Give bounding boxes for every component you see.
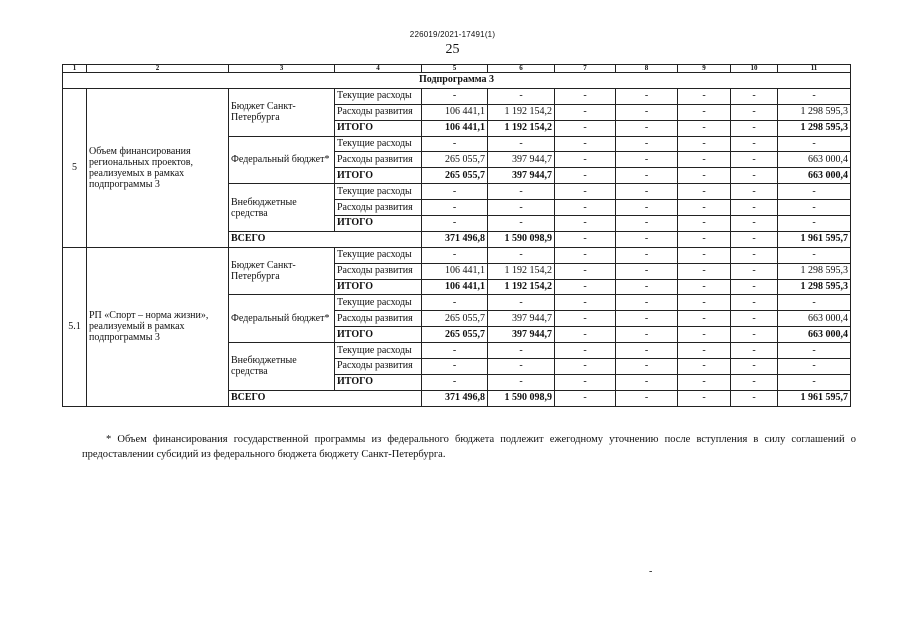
column-header: 2 [87,65,229,73]
cell: - [422,136,488,152]
cell: 1 298 595,3 [778,120,851,136]
cell: 371 496,8 [422,390,488,406]
column-header: 7 [555,65,616,73]
footnote: * Объем финансирования государственной программы из федерального бюджета подлежит ежегодному уточнению после вступления в силу соглашений о предоставлении субсидий из федерального бюджета бюджету Санкт-Петербурга. [82,434,856,460]
cell: - [778,247,851,263]
cell: - [422,343,488,359]
row-name: РП «Спорт – норма жизни», реализуемый в рамках подпрограммы 3 [87,247,229,406]
stray-mark: - [649,566,653,577]
cell: - [616,231,678,247]
source-extra: Внебюджетные средства [229,184,335,232]
column-header: 9 [678,65,731,73]
cell: - [678,247,731,263]
cell: - [555,311,616,327]
cell: - [678,88,731,104]
cell: 1 298 595,3 [778,263,851,279]
cell: - [555,279,616,295]
cell: - [731,216,778,232]
cell: - [616,120,678,136]
cell: - [422,200,488,216]
row-type-current: Текущие расходы [335,184,422,200]
cell: 265 055,7 [422,168,488,184]
cell: - [778,88,851,104]
cell: - [678,327,731,343]
cell: - [731,279,778,295]
column-number-row [63,65,851,73]
cell: 663 000,4 [778,327,851,343]
cell: - [422,88,488,104]
cell: - [678,120,731,136]
cell: - [731,104,778,120]
cell: - [778,184,851,200]
cell: - [616,247,678,263]
source-extra: Внебюджетные средства [229,343,335,391]
cell: - [422,359,488,375]
cell: - [731,184,778,200]
subprogram-title: Подпрограмма 3 [63,73,851,89]
cell: 265 055,7 [422,327,488,343]
source-spb: Бюджет Санкт-Петербурга [229,247,335,295]
column-header: 4 [335,65,422,73]
cell: - [778,359,851,375]
cell: - [616,374,678,390]
cell: 265 055,7 [422,311,488,327]
cell: 106 441,1 [422,279,488,295]
table-row [63,247,851,263]
row-type-current: Текущие расходы [335,136,422,152]
cell: - [616,184,678,200]
cell: 1 590 098,9 [488,231,555,247]
subprogram-row [63,73,851,89]
cell: 397 944,7 [488,168,555,184]
cell: - [616,263,678,279]
cell: - [555,184,616,200]
cell: - [731,295,778,311]
row-type-development: Расходы развития [335,311,422,327]
cell: 1 192 154,2 [488,120,555,136]
cell: - [555,231,616,247]
page-number: 25 [445,42,460,57]
cell: - [616,136,678,152]
cell: - [555,263,616,279]
source-federal: Федеральный бюджет* [229,295,335,343]
cell: - [488,200,555,216]
cell: - [422,216,488,232]
cell: - [678,136,731,152]
cell: - [555,152,616,168]
cell: - [678,216,731,232]
cell: - [488,216,555,232]
cell: - [555,88,616,104]
cell: - [616,295,678,311]
row-type-total: ИТОГО [335,374,422,390]
cell: - [555,359,616,375]
cell: 663 000,4 [778,168,851,184]
cell: - [555,168,616,184]
cell: - [555,390,616,406]
row-type-grand-total: ВСЕГО [229,390,422,406]
column-header: 8 [616,65,678,73]
row-type-current: Текущие расходы [335,343,422,359]
cell: - [616,104,678,120]
row-type-current: Текущие расходы [335,247,422,263]
cell: - [488,374,555,390]
cell: - [488,136,555,152]
cell: - [678,279,731,295]
cell: - [778,374,851,390]
cell: - [488,359,555,375]
cell: - [616,168,678,184]
cell: - [555,136,616,152]
cell: - [678,231,731,247]
cell: - [778,200,851,216]
cell: - [555,216,616,232]
cell: - [731,374,778,390]
cell: - [616,390,678,406]
column-header: 11 [778,65,851,73]
table-row [63,88,851,104]
cell: - [422,295,488,311]
cell: - [616,359,678,375]
cell: - [555,120,616,136]
cell: - [731,390,778,406]
cell: 663 000,4 [778,311,851,327]
cell: - [678,104,731,120]
source-federal: Федеральный бюджет* [229,136,335,184]
cell: - [731,247,778,263]
column-header: 1 [63,65,87,73]
cell: 106 441,1 [422,263,488,279]
cell: 397 944,7 [488,311,555,327]
cell: - [731,327,778,343]
cell: - [678,374,731,390]
source-spb: Бюджет Санкт-Петербурга [229,88,335,136]
row-type-development: Расходы развития [335,359,422,375]
cell: - [555,200,616,216]
cell: - [678,343,731,359]
cell: 1 192 154,2 [488,279,555,295]
row-type-development: Расходы развития [335,263,422,279]
cell: 1 192 154,2 [488,263,555,279]
row-type-current: Текущие расходы [335,88,422,104]
cell: - [678,184,731,200]
cell: - [731,200,778,216]
cell: - [731,152,778,168]
cell: - [555,104,616,120]
cell: - [731,311,778,327]
cell: - [488,88,555,104]
cell: - [555,247,616,263]
cell: - [678,295,731,311]
cell: - [616,327,678,343]
cell: - [678,168,731,184]
cell: - [678,359,731,375]
column-header: 6 [488,65,555,73]
cell: - [616,279,678,295]
cell: - [731,359,778,375]
cell: - [555,343,616,359]
cell: 1 298 595,3 [778,104,851,120]
cell: - [422,184,488,200]
cell: 106 441,1 [422,120,488,136]
cell: - [678,200,731,216]
cell: - [678,152,731,168]
cell: 1 590 098,9 [488,390,555,406]
cell: - [422,247,488,263]
cell: - [778,343,851,359]
cell: - [731,231,778,247]
financing-table [62,64,851,407]
cell: 1 192 154,2 [488,104,555,120]
row-type-development: Расходы развития [335,152,422,168]
cell: - [731,136,778,152]
cell: 397 944,7 [488,327,555,343]
row-number: 5.1 [63,247,87,406]
column-header: 5 [422,65,488,73]
row-type-current: Текущие расходы [335,295,422,311]
column-header: 3 [229,65,335,73]
row-type-total: ИТОГО [335,327,422,343]
cell: 397 944,7 [488,152,555,168]
cell: - [555,374,616,390]
cell: - [555,295,616,311]
cell: - [678,263,731,279]
cell: - [616,200,678,216]
cell: 106 441,1 [422,104,488,120]
cell: - [778,216,851,232]
cell: 1 961 595,7 [778,390,851,406]
cell: - [731,88,778,104]
cell: - [555,327,616,343]
cell: 371 496,8 [422,231,488,247]
cell: - [678,390,731,406]
cell: 1 961 595,7 [778,231,851,247]
row-type-total: ИТОГО [335,216,422,232]
cell: - [616,152,678,168]
row-type-development: Расходы развития [335,104,422,120]
cell: - [731,263,778,279]
cell: - [616,343,678,359]
cell: - [488,184,555,200]
row-number: 5 [63,88,87,247]
document-id: 226019/2021-17491(1) [409,30,496,39]
cell: - [488,343,555,359]
cell: - [731,343,778,359]
cell: - [731,168,778,184]
cell: - [488,247,555,263]
row-type-total: ИТОГО [335,279,422,295]
cell: - [731,120,778,136]
cell: - [616,88,678,104]
row-name: Объем финансирования региональных проектов, реализуемых в рамках подпрограммы 3 [87,88,229,247]
row-type-grand-total: ВСЕГО [229,231,422,247]
cell: - [422,374,488,390]
cell: 663 000,4 [778,152,851,168]
row-type-total: ИТОГО [335,120,422,136]
cell: - [778,136,851,152]
row-type-total: ИТОГО [335,168,422,184]
cell: - [778,295,851,311]
column-header: 10 [731,65,778,73]
cell: - [616,311,678,327]
cell: - [488,295,555,311]
row-type-development: Расходы развития [335,200,422,216]
cell: - [678,311,731,327]
cell: 1 298 595,3 [778,279,851,295]
cell: - [616,216,678,232]
cell: 265 055,7 [422,152,488,168]
